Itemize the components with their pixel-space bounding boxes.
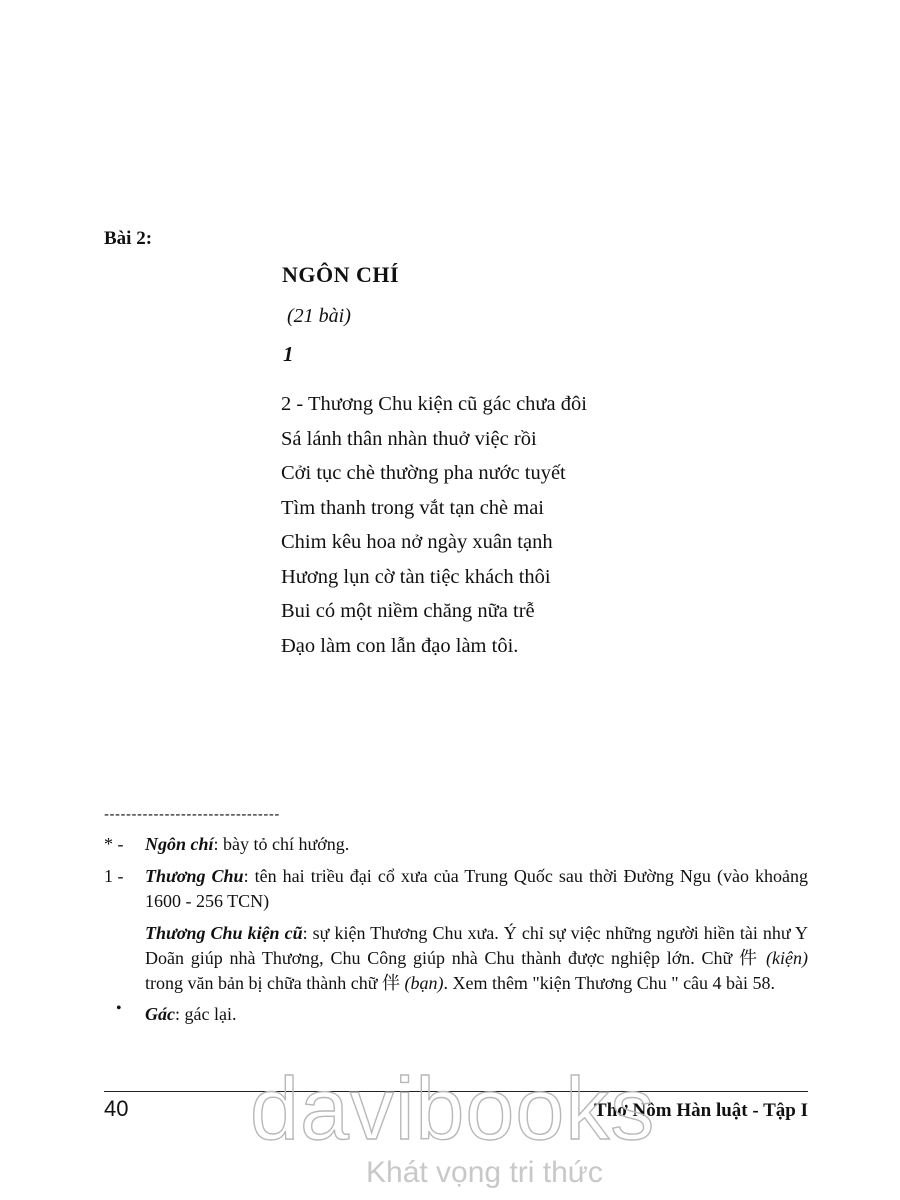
footnote-italic: (kiện) <box>766 948 808 968</box>
poem-count: (21 bài) <box>287 305 351 327</box>
poem-line: Sá lánh thân nhàn thuở việc rồi <box>281 427 537 450</box>
poem-line: 2 - Thương Chu kiện cũ gác chưa đôi <box>281 393 587 415</box>
footnote-text: . Xem thêm "kiện Thương Chu " câu 4 bài 58. <box>443 973 776 993</box>
footnote-mark: 1 - <box>104 866 124 886</box>
poem-line: Đạo làm con lẫn đạo làm tôi. <box>281 634 519 657</box>
footnote-item <box>104 864 808 914</box>
footnote-italic: (bạn) <box>404 973 444 993</box>
section-label: Bài 2: <box>104 228 153 249</box>
footnote-term: Thương Chu kiện cũ <box>145 923 303 943</box>
watermark-logo: davibooks <box>250 1059 656 1158</box>
footnote-text: : tên hai triều đại cổ xưa của Trung Quốc sau thời Đường Ngu (vào khoảng 1600 - 256 TCN) <box>145 866 808 911</box>
running-title: Thơ Nôm Hàn luật - Tập I <box>594 1100 808 1121</box>
footnote-term: Gác <box>145 1004 175 1024</box>
poem-title: NGÔN CHÍ <box>282 262 400 287</box>
footnote-item <box>104 832 808 857</box>
poem-line: Tìm thanh trong vắt tạn chè mai <box>281 496 545 519</box>
footnote-text: : bày tỏ chí hướng. <box>213 834 350 854</box>
footnote-subitem <box>104 1002 808 1027</box>
footnote-text: : gác lại. <box>175 1004 237 1024</box>
bullet-mark: • <box>116 1000 122 1017</box>
footnote-subitem <box>104 921 808 996</box>
poem-line: Hương lụn cờ tàn tiệc khách thôi <box>281 565 551 588</box>
footnote-text: : sự kiện Thương Chu xưa. Ý chỉ sự việc những người hiền tài như Y Doãn giúp nhà Thương, Chu Công giúp nhà Chu thành được nghiệp lớn. Chữ 件 <box>145 923 808 968</box>
poem-number: 1 <box>283 342 294 366</box>
footnote-text: trong văn bản bị chữa thành chữ 伴 <box>145 973 405 993</box>
footnote-term: Ngôn chí <box>145 834 214 854</box>
footnote-term: Thương Chu <box>145 866 244 886</box>
page-number: 40 <box>104 1096 129 1121</box>
poem-body <box>281 387 587 663</box>
poem-line: Bui có một niềm chăng nữa trễ <box>281 600 535 622</box>
poem-line: Chim kêu hoa nở ngày xuân tạnh <box>281 531 553 553</box>
watermark-tagline: Khát vọng tri thức <box>366 1156 603 1189</box>
footnote-mark: * - <box>104 834 124 854</box>
footnote-separator: -------------------------------- <box>104 806 280 823</box>
footnotes <box>104 832 808 1033</box>
poem-line: Cởi tục chè thường pha nước tuyết <box>281 462 566 484</box>
